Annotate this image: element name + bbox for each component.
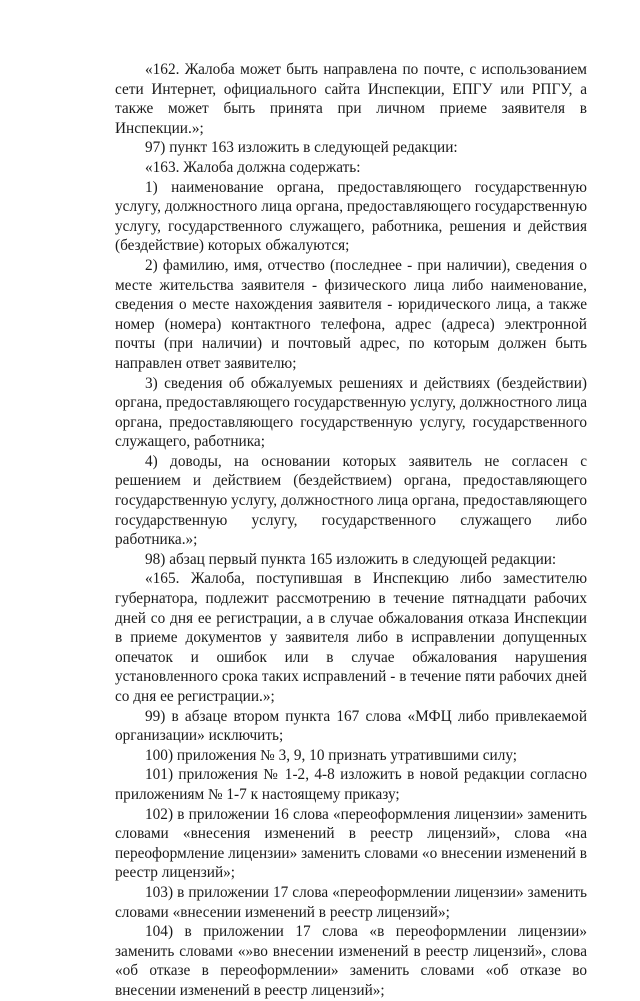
paragraph-item-103: 103) в приложении 17 слова «переоформлении лицензии» заменить словами «внесении изменений в реестр лицензий»; — [115, 883, 587, 921]
document-body — [115, 60, 587, 1001]
paragraph-162: «162. Жалоба может быть направлена по почте, с использованием сети Интернет, официального сайта Инспекции, ЕПГУ или РПГУ, а также может быть принята при личном приеме заявителя в Инспекции.»; — [115, 61, 587, 137]
paragraph-163-heading: «163. Жалоба должна содержать: — [145, 158, 361, 176]
paragraph-item-104: 104) в приложении 17 слова «в переоформлении лицензии» заменить словами «»во внесении изменений в реестр лицензий», слова «об отказе в переоформлении» заменить словами «об отказе во внесении изменений в реестр лицензий»; — [115, 923, 587, 999]
paragraph-163-item-2: 2) фамилию, имя, отчество (последнее - при наличии), сведения о месте жительства заявителя - физического лица либо наименование, сведения о месте нахождения заявителя - юридического лица, а также номер (номера) контактного телефона, адрес (адреса) электронной почты (при наличии) и почтовый адрес, по которым должен быть направлен ответ заявителю; — [115, 256, 587, 372]
paragraph-163-item-3: 3) сведения об обжалуемых решениях и действиях (бездействии) органа, предоставляющего государственную услугу, должностного лица органа, предоставляющего государственную услугу, государственного служащего, работника; — [115, 374, 587, 451]
paragraph-item-97: 97) пункт 163 изложить в следующей редакции: — [145, 139, 458, 157]
paragraph-163-item-4: 4) доводы, на основании которых заявитель не согласен с решением и действием (бездействием) органа, предоставляющего государственную услугу, должностного лица органа, предоставляющего государственную услугу, государственного служащего либо работника.»; — [115, 452, 587, 549]
paragraph-163-item-1: 1) наименование органа, предоставляющего государственную услугу, должностного лица органа, предоставляющего государственную услугу, государственного служащего, работника, решения и действия (бездействие) которых обжалуются; — [115, 178, 587, 255]
paragraph-item-99: 99) в абзаце втором пункта 167 слова «МФЦ либо привлекаемой организации» исключить; — [115, 707, 587, 745]
paragraph-165: «165. Жалоба, поступившая в Инспекцию либо заместителю губернатора, подлежит рассмотрению в течение пятнадцати рабочих дней со дня ее регистрации, а в случае обжалования отказа Инспекции в приеме документов у заявителя либо в исправлении допущенных опечаток и ошибок или в случае обжалования нарушения установленного срока таких исправлений - в течение пяти рабочих дней со дня ее регистрации.»; — [115, 570, 587, 705]
paragraph-item-98: 98) абзац первый пункта 165 изложить в следующей редакции: — [145, 550, 557, 568]
paragraph-item-101: 101) приложения № 1-2, 4-8 изложить в новой редакции согласно приложениям № 1-7 к настоящему приказу; — [115, 766, 587, 803]
paragraph-item-102: 102) в приложении 16 слова «переоформления лицензии» заменить словами «внесения изменений в реестр лицензий», слова «на переоформление лицензии» заменить словами «о внесении изменений в реестр лицензий»; — [115, 805, 587, 882]
paragraph-item-100: 100) приложения № 3, 9, 10 признать утратившими силу; — [145, 746, 518, 764]
